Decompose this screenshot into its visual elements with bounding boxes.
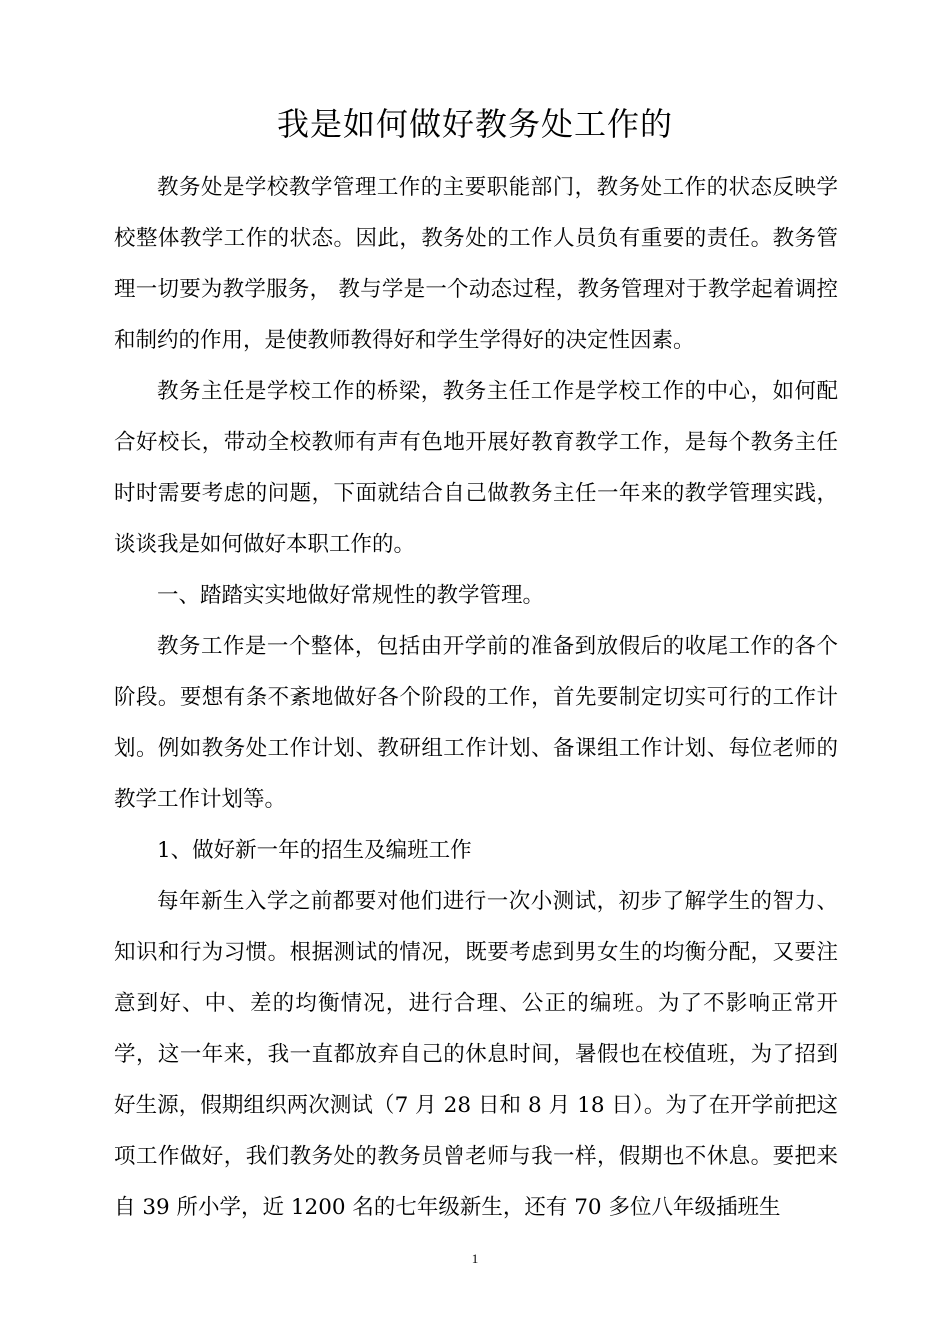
section-heading-1: 一、踏踏实实地做好常规性的教学管理。 [157,583,545,608]
paragraph-intro: 教务处是学校教学管理工作的主要职能部门，教务处工作的状态反映学校整体教学工作的状态。因此，教务处的工作人员负有重要的责任。教务管理一切要为教学服务， 教与学是一个动态过程，教务管理对于教学起着调控和制约的作用，是使教师教得好和学生学得好的决定性因素。 [114,175,838,353]
document-body [114,162,838,1233]
page-number: 1 [471,1251,479,1266]
subsection-heading-1: 1、做好新一年的招生及编班工作 [157,838,472,863]
paragraph-director-role: 教务主任是学校工作的桥梁，教务主任工作是学校工作的中心，如何配合好校长，带动全校教师有声有色地开展好教育教学工作，是每个教务主任时时需要考虑的问题，下面就结合自己做教务主任一年来的教学管理实践，谈谈我是如何做好本职工作的。 [114,379,838,557]
paragraph-work-plan: 教务工作是一个整体，包括由开学前的准备到放假后的收尾工作的各个阶段。要想有条不紊地做好各个阶段的工作，首先要制定切实可行的工作计划。例如教务处工作计划、教研组工作计划、备课组工作计划、每位老师的教学工作计划等。 [114,634,838,812]
document-title: 我是如何做好教务处工作的 [276,105,673,143]
paragraph-enrollment: 每年新生入学之前都要对他们进行一次小测试，初步了解学生的智力、知识和行为习惯。根据测试的情况，既要考虑到男女生的均衡分配，又要注意到好、中、差的均衡情况，进行合理、公正的编班。为了不影响正常开学，这一年来，我一直都放弃自己的休息时间，暑假也在校值班，为了招到好生源，假期组织两次测试（7 月 28 日和 8 月 18 日）。为了在开学前把这项工作做好，我们教务处的教务员曾老师与我一样，假期也不休息。要把来自 39 所小学，近 1200 名的七年级新生，还有 70 多位八年级插班生 [114,889,838,1220]
